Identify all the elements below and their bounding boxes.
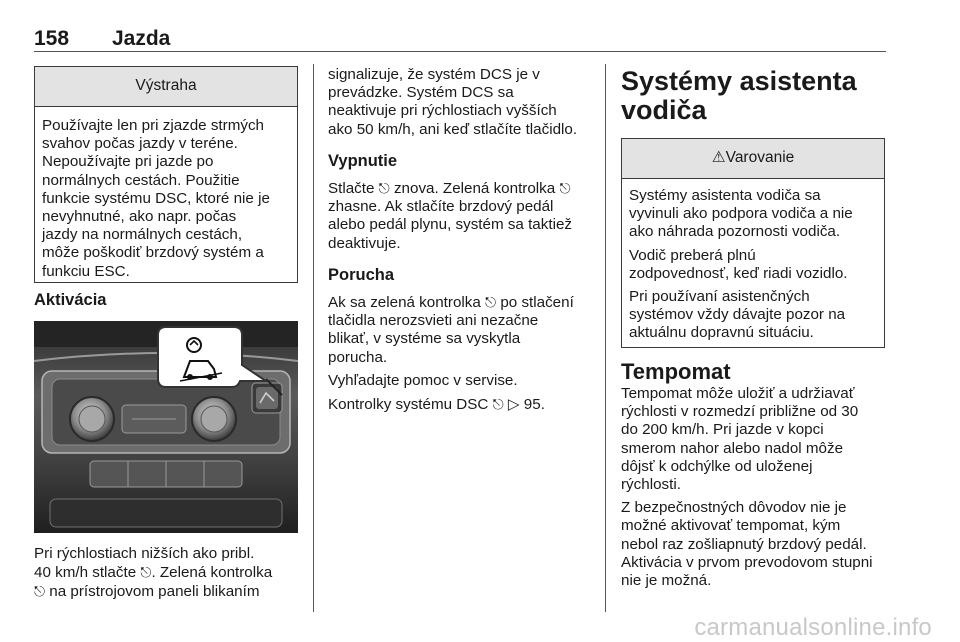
text-line: funkciu ESC. [42, 262, 130, 280]
column-divider [605, 64, 606, 612]
descent-control-icon: ⎋ [140, 564, 152, 581]
watermark: carmanualsonline.info [694, 614, 932, 641]
text-line: vyvinuli ako podpora vodiča a nie [629, 205, 853, 223]
warning-box-title: Výstraha [35, 67, 297, 107]
text-line: aktuálnu dopravnú situáciu. [629, 324, 814, 342]
text-line: prevádzke. Systém DCS sa [328, 84, 514, 102]
activation-text [34, 545, 304, 602]
text-line: ako 50 km/h, ani keď stlačíte tlačidlo. [328, 120, 578, 138]
caution-box-text [622, 179, 884, 343]
text-line: systémov vždy dávajte pozor na [629, 306, 846, 324]
text-line: svahov počas jazdy v teréne. [42, 135, 238, 153]
descent-control-icon: ⎋ [485, 294, 497, 311]
section-heading: Systémy asistenta vodiča [621, 66, 857, 125]
text-line: ako náhrada pozornosti vodiča. [629, 223, 841, 241]
text-line: Kontrolky systému DSC ⎋ ▷ 95. [328, 396, 545, 414]
caution-box [621, 138, 885, 348]
text-line: nevyhnutné, ako napr. počas [42, 208, 237, 226]
text-line: porucha. [328, 348, 388, 366]
text-line: Ak sa zelená kontrolka ⎋ po stlačení [328, 294, 574, 312]
text-line: Používajte len pri zjazde strmých [42, 117, 264, 134]
warning-triangle-icon: ⚠ [711, 149, 726, 166]
text-line: Tempomat môže uložiť a udržiavať [621, 385, 855, 402]
text-line: zhasne. Ak stlačíte brzdový pedál [328, 198, 554, 216]
column-divider [313, 64, 314, 612]
text-line: signalizuje, že systém DCS je v [328, 66, 540, 83]
text-line: smerom nahor alebo nadol môže [621, 439, 844, 457]
text-line: Vodič preberá plnú [629, 246, 756, 264]
cruise-heading: Tempomat [621, 359, 731, 384]
descent-control-icon: ⎋ [34, 583, 46, 600]
text-line: Pri používaní asistenčných [629, 288, 810, 306]
text-line: Nepoužívajte pri jazde po [42, 153, 214, 171]
text-line: rýchlosti v rozmedzí približne od 30 [621, 403, 859, 421]
text-line: Stlačte ⎋ znova. Zelená kontrolka ⎋ [328, 180, 571, 198]
section-title: Jazda [112, 27, 171, 50]
cruise-text [621, 385, 893, 590]
text-line: možné aktivovať tempomat, kým [621, 517, 841, 535]
text-line: normálnych cestách. Použitie [42, 171, 240, 189]
text-line: Aktivácia v prvom prevodovom stupni [621, 553, 873, 571]
text-line: ⎋ na prístrojovom paneli blikaním [34, 583, 260, 601]
column-2 [328, 66, 598, 414]
text-line: alebo pedál plynu, systém sa taktiež [328, 216, 572, 234]
fault-heading: Porucha [328, 265, 395, 284]
text-line: blikať, v systéme sa vyskytla [328, 330, 521, 348]
text-line: zodpovednosť, keď riadi vozidlo. [629, 264, 848, 282]
text-line: Pri rýchlostiach nižších ako pribl. [34, 545, 255, 562]
text-line: nie je možná. [621, 572, 712, 590]
text-line: dôjsť k odchýlke od uloženej [621, 457, 813, 475]
activation-heading: Aktivácia [34, 291, 107, 309]
descent-control-icon: ⎋ [559, 180, 571, 197]
text-line: Z bezpečnostných dôvodov nie je [621, 499, 847, 517]
text-line: funkcie systému DSC, ktoré nie je [42, 189, 270, 207]
descent-control-icon: ⎋ [378, 180, 390, 197]
text-line: deaktivuje. [328, 234, 401, 252]
page-number: 158 [34, 27, 70, 50]
text-line: jazdy na normálnych cestách, [42, 226, 243, 244]
text-line: Vyhľadajte pomoc v servise. [328, 371, 518, 389]
warning-box [34, 66, 298, 283]
warning-box-text [35, 107, 297, 281]
text-line: nebol raz zošliapnutý brzdový pedál. [621, 535, 867, 553]
text-line: neaktivuje pri rýchlostiach vyšších [328, 102, 557, 120]
header-rule [34, 51, 886, 52]
text-line: rýchlosti. [621, 476, 681, 494]
text-line: Systémy asistenta vodiča sa [629, 187, 821, 204]
page-reference-icon: ▷ [503, 396, 520, 414]
descent-control-icon: ⎋ [492, 396, 504, 413]
page-header [34, 27, 170, 51]
deactivation-heading: Vypnutie [328, 151, 398, 170]
dashboard-illustration [34, 321, 298, 533]
caution-box-title: ⚠Varovanie [622, 139, 884, 179]
text-line: 40 km/h stlačte ⎋. Zelená kontrolka [34, 564, 273, 582]
text-line: tlačidla nerozsvieti ani nezačne [328, 312, 539, 330]
text-line: do 200 km/h. Pri jazde v kopci [621, 421, 824, 439]
text-line: môže poškodiť brzdový systém a [42, 244, 264, 262]
